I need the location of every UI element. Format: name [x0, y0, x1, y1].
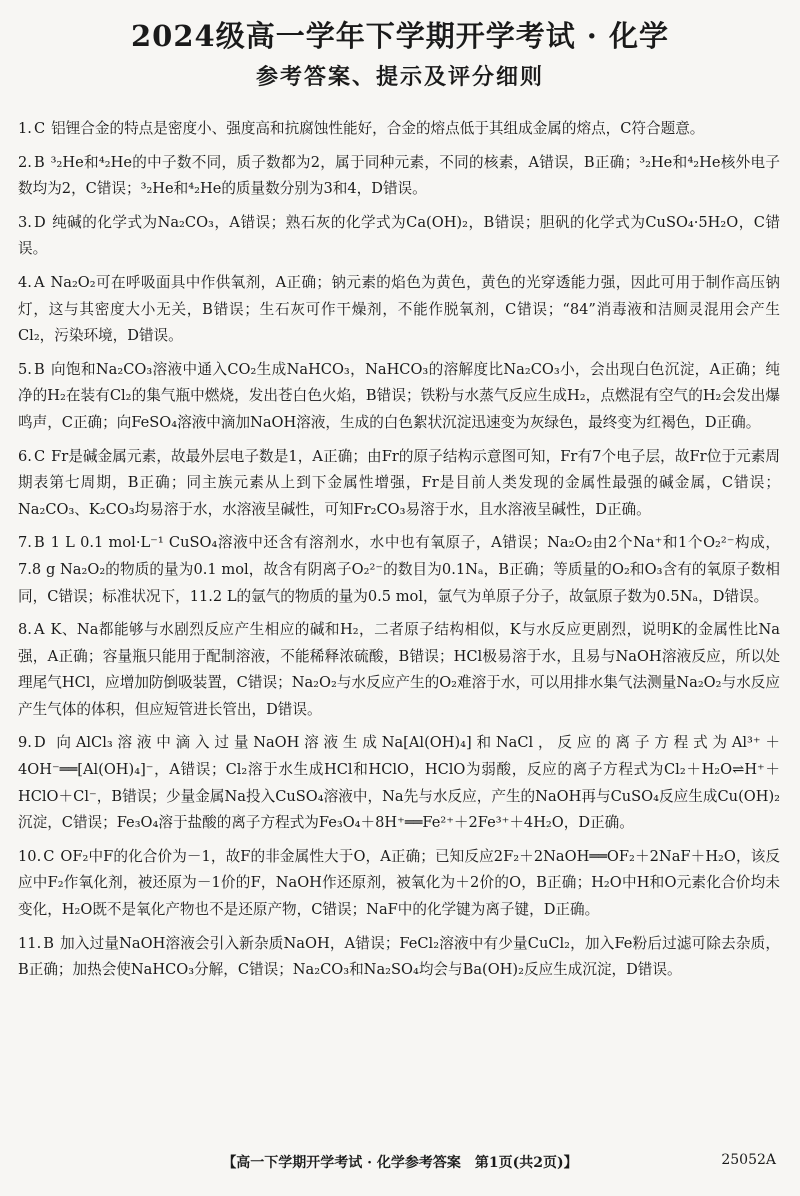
item-explanation: 向饱和Na₂CO₃溶液中通入CO₂生成NaHCO₃，NaHCO₃的溶解度比Na₂CO₃小，会出现白色沉淀，A正确；纯净的H₂在装有Cl₂的集气瓶中燃烧，发出苍白色火焰，B错误；铁粉与水蒸气反应生成H₂，点燃混有空气的H₂会发出爆鸣声，C正确；向FeSO₄溶液中滴加NaOH溶液，生成的白色絮状沉淀迅速变为灰绿色，最终变为红褐色，D正确。	[18, 360, 780, 431]
answer-item-4	[18, 270, 780, 350]
item-number: 1.	[18, 120, 32, 137]
page-subtitle: 参考答案、提示及评分细则	[255, 64, 544, 90]
item-number: 7.	[18, 534, 32, 552]
answer-item-2	[18, 150, 780, 203]
answer-item-5	[18, 357, 780, 437]
item-number: 6.	[18, 447, 32, 465]
item-explanation: 1 L 0.1 mol·L⁻¹ CuSO₄溶液中还含有溶剂水，水中也有氧原子，A错误；Na₂O₂由2个Na⁺和1个O₂²⁻构成，7.8 g Na₂O₂的物质的量为0.1 mol，故含有阴离子O₂²⁻的数目为0.1Nₐ，B正确；等质量的O₂和O₃含有的氧原子数相同，C错误；标准状况下，11.2 L的氩气的物质的量为0.5 mol，氩气为单原子分子，故氩原子数为0.5Nₐ，D错误。	[18, 534, 780, 605]
item-answer: B	[33, 534, 45, 552]
item-explanation: OF₂中F的化合价为－1，故F的非金属性大于O，A正确；已知反应2F₂＋2NaOH══OF₂＋2NaF＋H₂O，该反应中F₂作氧化剂，被还原为－1价的F，NaOH作还原剂，被氧化为＋2价的O，B正确；H₂O中H和O元素化合价均未变化，H₂O既不是氧化产物也不是还原产物，C错误；NaF中的化学键为离子键，D正确。	[18, 847, 780, 919]
item-explanation: K、Na都能够与水剧烈反应产生相应的碱和H₂，二者原子结构相似，K与水反应更剧烈，说明K的金属性比Na强，A正确；容量瓶只能用于配制溶液，不能稀释浓硫酸，B错误；HCl极易溶于水，且易与NaOH溶液反应，所以处理尾气HCl，应增加防倒吸装置，C错误；Na₂O₂与水反应产生的O₂难溶于水，可以用排水集气法测量Na₂O₂与水反应产生气体的体积，但应短管进长管出，D错误。	[18, 621, 780, 718]
item-answer: A	[33, 273, 45, 291]
answer-item-10	[18, 844, 780, 924]
answer-item-1	[18, 116, 780, 143]
item-number: 10.	[18, 847, 42, 865]
item-number: 3.	[18, 213, 32, 231]
item-explanation: ³₂He和⁴₂He的中子数不同，质子数都为2，属于同种元素，不同的核素，A错误，B正确；³₂He和⁴₂He核外电子数均为2，C错误；³₂He和⁴₂He的质量数分别为3和4，D错误。	[18, 153, 780, 198]
item-number: 8.	[18, 621, 32, 639]
item-answer: B	[33, 360, 45, 378]
answer-item-11	[18, 931, 780, 984]
item-explanation: 铝锂合金的特点是密度小、强度高和抗腐蚀性能好，合金的熔点低于其组成金属的熔点，C符合题意。	[51, 120, 705, 137]
item-answer: A	[33, 621, 45, 639]
item-explanation: Na₂O₂可在呼吸面具中作供氧剂，A正确；钠元素的焰色为黄色，黄色的光穿透能力强，因此可用于制作高压钠灯，这与其密度大小无关，B错误；生石灰可作干燥剂，不能作脱氧剂，C错误；“84”消毒液和洁厕灵混用会产生Cl₂，污染环境，D错误。	[18, 273, 780, 345]
answer-item-6	[18, 444, 780, 524]
document-code: 25052A	[721, 1152, 776, 1168]
item-explanation: Fr是碱金属元素，故最外层电子数是1，A正确；由Fr的原子结构示意图可知，Fr有7个电子层，故Fr位于元素周期表第七周期，B正确；同主族元素从上到下金属性增强，Fr是目前人类发现的金属性最强的碱金属，C错误；Na₂CO₃、K₂CO₃均易溶于水，水溶液呈碱性，可知Fr₂CO₃易溶于水，且水溶液呈碱性，D正确。	[18, 447, 780, 518]
item-answer: C	[33, 120, 46, 137]
item-number: 11.	[18, 934, 42, 952]
item-answer: B	[43, 934, 54, 952]
page-title: 2024级高一学年下学期开学考试 · 化学	[130, 19, 669, 53]
item-answer: D	[33, 734, 46, 752]
item-number: 2.	[18, 153, 32, 171]
item-explanation: 向AlCl₃溶液中滴入过量NaOH溶液生成Na[Al(OH)₄]和NaCl，反应的离子方程式为Al³⁺＋4OH⁻══[Al(OH)₄]⁻，A错误；Cl₂溶于水生成HCl和HClO，HClO为弱酸，反应的离子方程式为Cl₂＋H₂O⇌H⁺＋HClO＋Cl⁻，B错误；少量金属Na投入CuSO₄溶液中，Na先与水反应，产生的NaOH再与CuSO₄反应生成Cu(OH)₂沉淀，C错误；Fe₃O₄溶于盐酸的离子方程式为Fe₃O₄＋8H⁺══Fe²⁺＋2Fe³⁺＋4H₂O，D正确。	[18, 734, 780, 832]
item-answer: B	[33, 153, 45, 171]
answer-item-7	[18, 530, 780, 610]
item-number: 5.	[18, 360, 32, 378]
answer-list	[18, 116, 780, 991]
item-answer: C	[33, 447, 46, 465]
item-explanation: 纯碱的化学式为Na₂CO₃，A错误；熟石灰的化学式为Ca(OH)₂，B错误；胆矾的化学式为CuSO₄·5H₂O，C错误。	[18, 213, 780, 258]
item-answer: C	[43, 847, 55, 865]
item-answer: D	[33, 213, 46, 231]
answer-item-3	[18, 210, 780, 263]
item-number: 9.	[18, 734, 32, 752]
answer-item-9	[18, 730, 780, 836]
item-explanation: 加入过量NaOH溶液会引入新杂质NaOH，A错误；FeCl₂溶液中有少量CuCl₂，加入Fe粉后过滤可除去杂质，B正确；加热会使NaHCO₃分解，C错误；Na₂CO₃和Na₂SO₄均会与Ba(OH)₂反应生成沉淀，D错误。	[18, 934, 780, 979]
page-footer: 【高一下学期开学考试 · 化学参考答案 第1页(共2页)】	[222, 1155, 578, 1171]
item-number: 4.	[18, 273, 32, 291]
answer-item-8	[18, 617, 780, 723]
